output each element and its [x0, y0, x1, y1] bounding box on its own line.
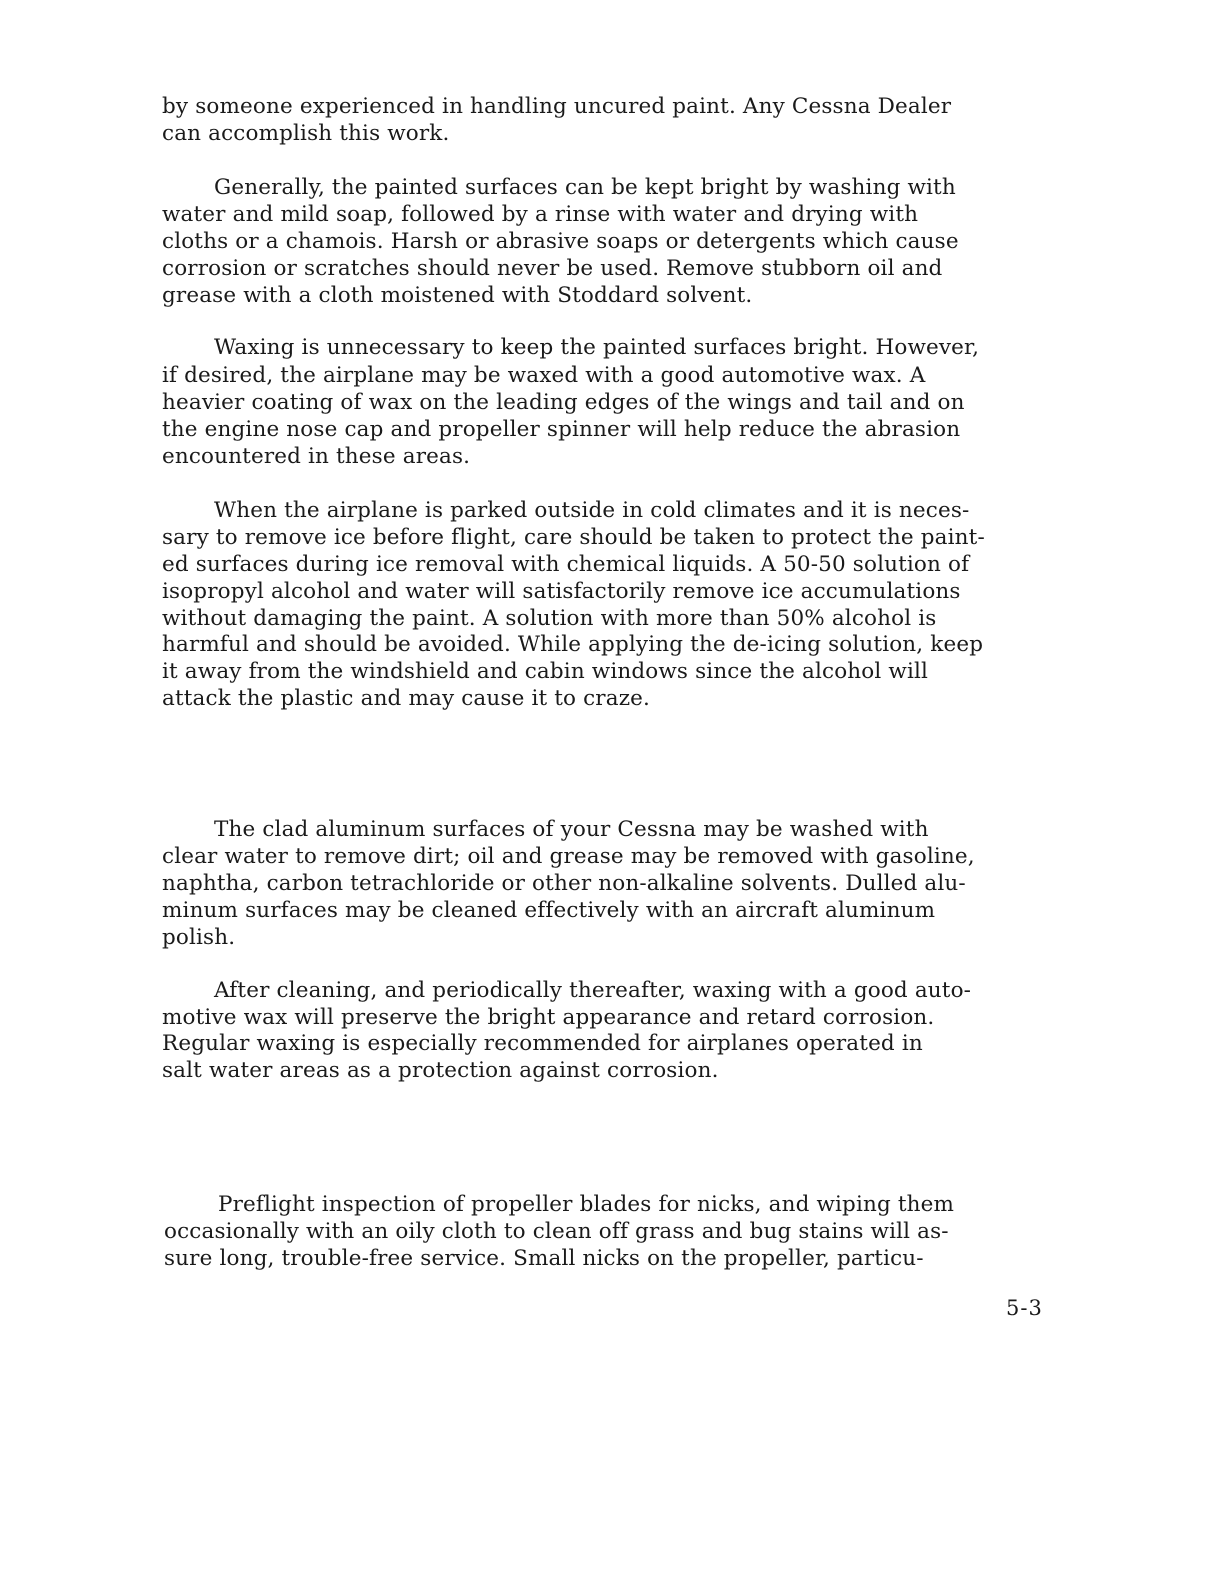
paragraph-4-line-2: sary to remove ice before flight, care should be taken to protect the paint-	[162, 525, 985, 550]
paragraph-3-line-2: if desired, the airplane may be waxed with a good automotive wax. A	[162, 363, 926, 388]
paragraph-4-line-7: it away from the windshield and cabin windows since the alcohol will	[162, 659, 929, 684]
paragraph-2-line-2: water and mild soap, followed by a rinse with water and drying with	[162, 202, 919, 227]
paragraph-6-line-3: Regular waxing is especially recommended for airplanes operated in	[162, 1031, 923, 1056]
paragraph-6-line-1: After cleaning, and periodically thereafter, waxing with a good auto-	[214, 978, 972, 1003]
paragraph-7-line-3: sure long, trouble-free service. Small nicks on the propeller, particu-	[164, 1246, 924, 1271]
paragraph-4-line-6: harmful and should be avoided. While applying the de-icing solution, keep	[162, 632, 984, 657]
paragraph-4-line-5: without damaging the paint. A solution with more than 50% alcohol is	[162, 606, 937, 631]
paragraph-4-line-8: attack the plastic and may cause it to craze.	[162, 686, 651, 711]
paragraph-3-line-4: the engine nose cap and propeller spinner will help reduce the abrasion	[162, 417, 961, 442]
paragraph-1-line-2: can accomplish this work.	[162, 121, 450, 146]
paragraph-4-line-3: ed surfaces during ice removal with chemical liquids. A 50-50 solution of	[162, 552, 970, 577]
paragraph-4-line-1: When the airplane is parked outside in cold climates and it is neces-	[214, 498, 970, 523]
paragraph-3-line-5: encountered in these areas.	[162, 444, 471, 469]
paragraph-2-line-5: grease with a cloth moistened with Stoddard solvent.	[162, 283, 753, 308]
paragraph-5-line-1: The clad aluminum surfaces of your Cessna may be washed with	[214, 817, 929, 842]
paragraph-3-line-1: Waxing is unnecessary to keep the painted surfaces bright. However,	[214, 335, 980, 360]
paragraph-7-line-1: Preflight inspection of propeller blades for nicks, and wiping them	[218, 1192, 955, 1217]
paragraph-5-line-4: minum surfaces may be cleaned effectively with an aircraft aluminum	[162, 898, 936, 923]
paragraph-5-line-2: clear water to remove dirt; oil and grease may be removed with gasoline,	[162, 844, 975, 869]
page-number: 5-3	[1006, 1296, 1043, 1320]
paragraph-6-line-4: salt water areas as a protection against corrosion.	[162, 1058, 719, 1083]
paragraph-6-line-2: motive wax will preserve the bright appearance and retard corrosion.	[162, 1005, 935, 1030]
paragraph-5-line-5: polish.	[162, 925, 236, 950]
paragraph-1-line-1: by someone experienced in handling uncured paint. Any Cessna Dealer	[162, 94, 952, 119]
paragraph-4-line-4: isopropyl alcohol and water will satisfactorily remove ice accumulations	[162, 579, 961, 604]
paragraph-2-line-4: corrosion or scratches should never be used. Remove stubborn oil and	[162, 256, 943, 281]
paragraph-7-line-2: occasionally with an oily cloth to clean off grass and bug stains will as-	[164, 1219, 949, 1244]
paragraph-2-line-1: Generally, the painted surfaces can be kept bright by washing with	[214, 175, 956, 200]
paragraph-5-line-3: naphtha, carbon tetrachloride or other non-alkaline solvents. Dulled alu-	[162, 871, 966, 896]
paragraph-2-line-3: cloths or a chamois. Harsh or abrasive soaps or detergents which cause	[162, 229, 959, 254]
paragraph-3-line-3: heavier coating of wax on the leading edges of the wings and tail and on	[162, 390, 965, 415]
